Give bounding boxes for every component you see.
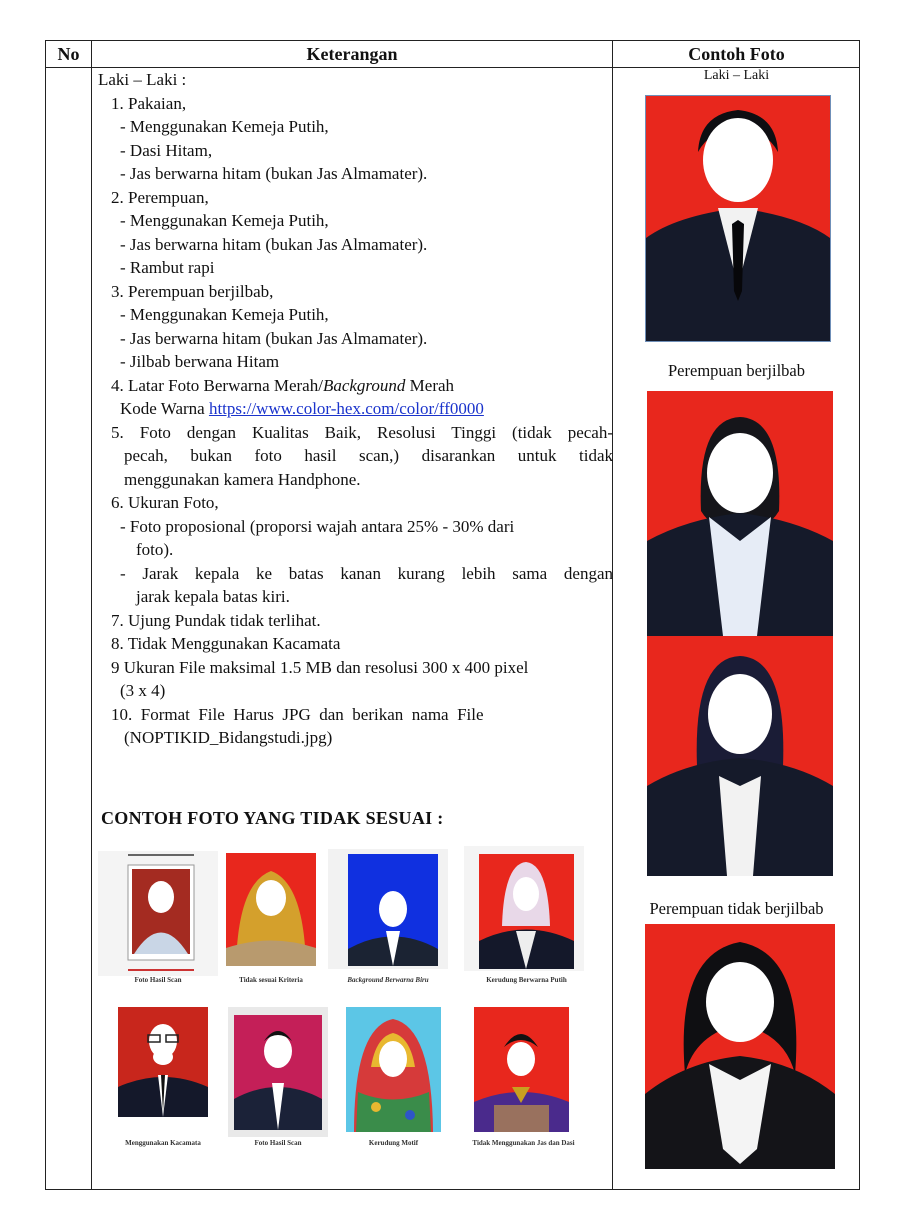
bad-caption: Foto Hasil Scan	[254, 1139, 302, 1147]
requirements-text	[98, 68, 613, 750]
bad-caption: Menggunakan Kacamata	[125, 1139, 201, 1147]
item-6: 6. Ukuran Foto,	[111, 493, 219, 512]
caption-laki: Laki – Laki	[703, 68, 770, 83]
item-3: 3. Perempuan berjilbab,	[111, 281, 274, 301]
subitem: - Menggunakan Kemeja Putih,	[120, 117, 329, 136]
bad-photo-scan-2	[228, 1007, 328, 1137]
bad-caption: Kerudung Motif	[368, 1139, 419, 1147]
item-4-suffix: Merah	[405, 375, 455, 395]
requirements-table	[45, 40, 860, 1190]
item-10: 10. Format File Harus JPG dan berikan nama File	[111, 704, 484, 724]
subitem: - Jas berwarna hitam (bukan Jas Almamater).	[120, 234, 428, 254]
bad-photo-motif	[346, 1007, 441, 1132]
bad-photo-blue	[328, 849, 448, 969]
color-hex-link[interactable]: https://www.color-hex.com/color/ff0000	[208, 399, 484, 418]
subitem: - Dasi Hitam,	[120, 140, 213, 160]
bad-photo-criteria	[226, 853, 316, 966]
item-4-code	[98, 397, 613, 421]
item-4-text: 4. Latar Foto Berwarna Merah/	[111, 375, 323, 395]
item-4-italic: Background	[322, 375, 406, 395]
item-4	[98, 374, 613, 398]
bad-caption: Kerudung Berwarna Putih	[486, 976, 567, 984]
item-2: 2. Perempuan,	[111, 187, 209, 207]
photo-jilbab-2	[647, 636, 833, 876]
photo-tidak-jilbab	[645, 924, 835, 1169]
item-7: 7. Ujung Pundak tidak terlihat.	[111, 610, 321, 630]
subitem-cont: jarak kepala batas kiri.	[136, 587, 290, 606]
photo-jilbab-1	[647, 391, 833, 636]
item-5-line: 5. Foto dengan Kualitas Baik, Resolusi Tinggi (tidak pecah-	[111, 422, 613, 442]
item-5-line: menggunakan kamera Handphone.	[124, 469, 361, 489]
item-1: 1. Pakaian,	[111, 93, 187, 113]
subitem: - Jas berwarna hitam (bukan Jas Almamater).	[120, 164, 428, 183]
item-9: 9 Ukuran File maksimal 1.5 MB dan resolusi 300 x 400 pixel	[111, 657, 529, 677]
bad-caption: Tidak sesuai Kriteria	[239, 976, 303, 984]
subitem: - Jarak kepala ke batas kanan kurang lebih sama dengan	[120, 563, 613, 583]
subitem: - Menggunakan Kemeja Putih,	[120, 211, 329, 230]
bad-photo-glasses	[118, 1007, 208, 1117]
bad-photo-scan	[98, 851, 218, 976]
item-9-cont: (3 x 4)	[120, 681, 166, 700]
bad-caption: Background Berwarna Biru	[347, 976, 429, 984]
bad-caption: Foto Hasil Scan	[134, 976, 182, 984]
item-5-line: pecah, bukan foto hasil scan,) disarankan untuk tidak	[124, 446, 613, 465]
subitem: - Jas berwarna hitam (bukan Jas Almamater).	[120, 328, 428, 348]
col-divider-1	[91, 41, 92, 1189]
header-contoh-foto: Contoh Foto	[688, 44, 785, 64]
photo-laki	[645, 95, 831, 342]
subitem-cont: foto).	[136, 540, 174, 559]
section-title: Laki – Laki :	[98, 70, 187, 89]
caption-jilbab: Perempuan berjilbab	[668, 361, 805, 380]
bad-photo-white-veil	[464, 846, 584, 971]
bad-examples-title: CONTOH FOTO YANG TIDAK SESUAI :	[101, 808, 444, 828]
caption-tidak-jilbab: Perempuan tidak berjilbab	[649, 899, 824, 918]
subitem: - Foto proposional (proporsi wajah antara 25% - 30% dari	[120, 516, 515, 536]
code-label: Kode Warna	[120, 399, 209, 418]
bad-caption: Tidak Menggunakan Jas dan Dasi	[472, 1139, 575, 1147]
item-10-cont: (NOPTIKID_Bidangstudi.jpg)	[124, 728, 333, 747]
subitem: - Rambut rapi	[120, 258, 215, 277]
bad-photo-no-suit	[474, 1007, 569, 1132]
header-no: No	[57, 44, 80, 64]
subitem: - Jilbab berwana Hitam	[120, 352, 280, 371]
item-8: 8. Tidak Menggunakan Kacamata	[111, 634, 341, 653]
header-keterangan: Keterangan	[306, 44, 398, 64]
subitem: - Menggunakan Kemeja Putih,	[120, 305, 329, 324]
